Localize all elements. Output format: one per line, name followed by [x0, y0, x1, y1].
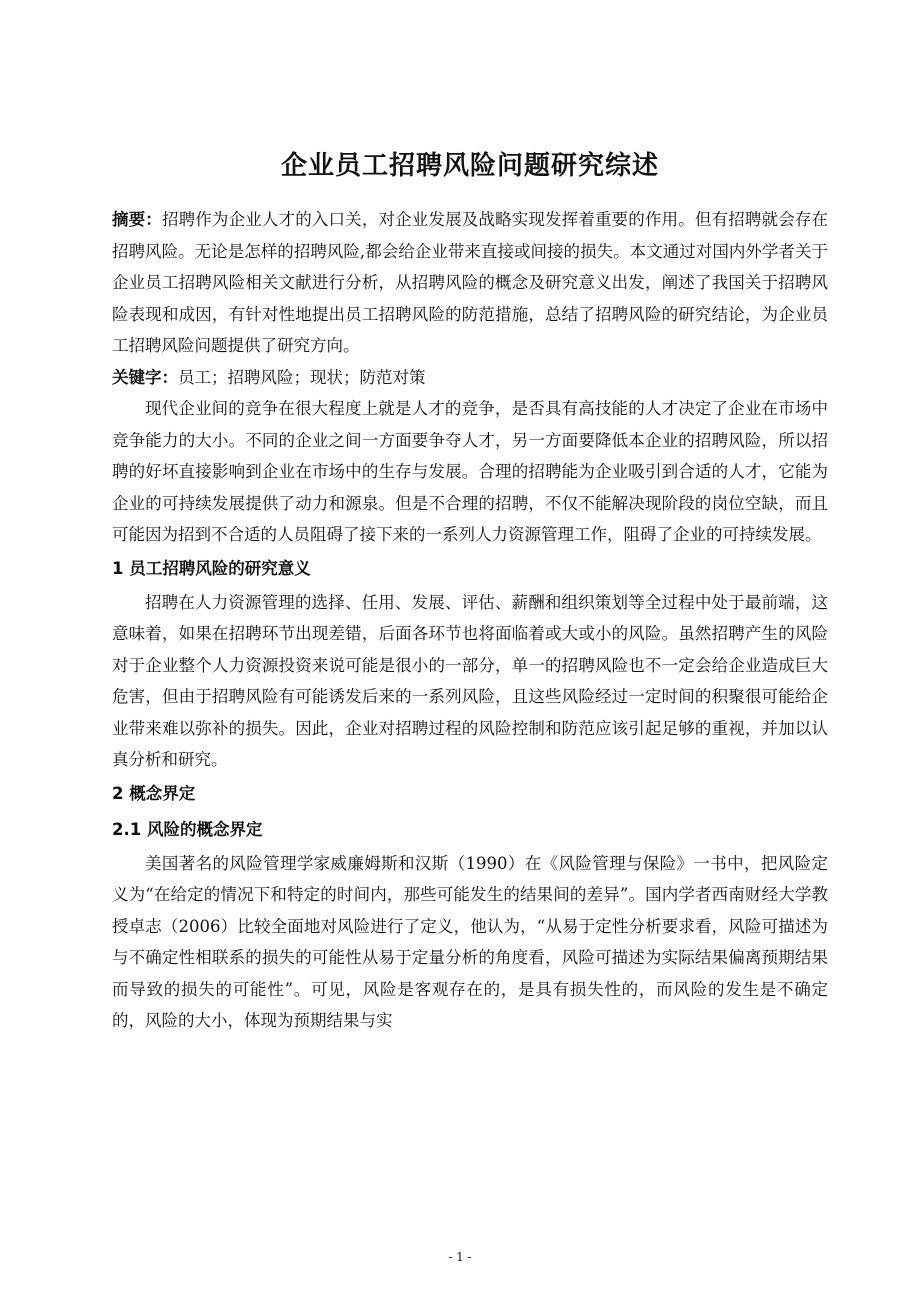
abstract-paragraph	[112, 204, 828, 362]
section-1-heading: 1 员工招聘风险的研究意义	[112, 558, 311, 578]
section-2-1-paragraph: 美国著名的风险管理学家威廉姆斯和汉斯（1990）在《风险管理与保险》一书中，把风险定义为“在给定的情况下和特定的时间内，那些可能发生的结果间的差异”。国内学者西南财经大学教授卓志（2006）比较全面地对风险进行了定义，他认为，“从易于定性分析要求看，风险可描述为与不确定性相联系的损失的可能性从易于定量分析的角度看，风险可描述为实际结果偏离预期结果而导致的损失的可能性”。可见，风险是客观存在的，是具有损失性的，而风险的发生是不确定的，风险的大小，体现为预期结果与实	[112, 853, 828, 1030]
intro-paragraph: 现代企业间的竞争在很大程度上就是人才的竞争，是否具有高技能的人才决定了企业在市场中竞争能力的大小。不同的企业之间一方面要争夺人才，另一方面要降低本企业的招聘风险，所以招聘的好坏直接影响到企业在市场中的生存与发展。合理的招聘能为企业吸引到合适的人才，它能为企业的可持续发展提供了动力和源泉。但是不合理的招聘，不仅不能解决现阶段的岗位空缺，而且可能因为招到不合适的人员阻碍了接下来的一系列人力资源管理工作，阻碍了企业的可持续发展。	[112, 399, 828, 544]
section-2-1-heading: 2.1 风险的概念界定	[112, 819, 263, 839]
page-number: - 1 -	[448, 1250, 472, 1264]
keywords-text: 员工；招聘风险；现状；防范对策	[178, 367, 426, 387]
keywords-line	[112, 362, 828, 394]
document-title: 企业员工招聘风险问题研究综述	[280, 151, 659, 181]
section-1-paragraph: 招聘在人力资源管理的选择、任用、发展、评估、薪酬和组织策划等全过程中处于最前端，这意味着，如果在招聘环节出现差错，后面各环节也将面临着或大或小的风险。虽然招聘产生的风险对于企业整个人力资源投资来说可能是很小的一部分，单一的招聘风险也不一定会给企业造成巨大危害，但由于招聘风险有可能诱发后来的一系列风险，且这些风险经过一定时间的积聚很可能给企业带来难以弥补的损失。因此，企业对招聘过程的风险控制和防范应该引起足够的重视，并加以认真分析和研究。	[112, 592, 828, 769]
abstract-label: 摘要：	[112, 210, 162, 229]
section-2-heading: 2 概念界定	[112, 783, 196, 803]
abstract-text: 招聘作为企业人才的入口关，对企业发展及战略实现发挥着重要的作用。但有招聘就会存在招聘风险。无论是怎样的招聘风险,都会给企业带来直接或间接的损失。本文通过对国内外学者关于企业员工招聘风险相关文献进行分析，从招聘风险的概念及研究意义出发，阐述了我国关于招聘风险表现和成因，有针对性地提出员工招聘风险的防范措施，总结了招聘风险的研究结论，为企业员工招聘风险问题提供了研究方向。	[112, 210, 829, 355]
document-body	[112, 140, 828, 1037]
keywords-label: 关键字：	[112, 367, 178, 387]
